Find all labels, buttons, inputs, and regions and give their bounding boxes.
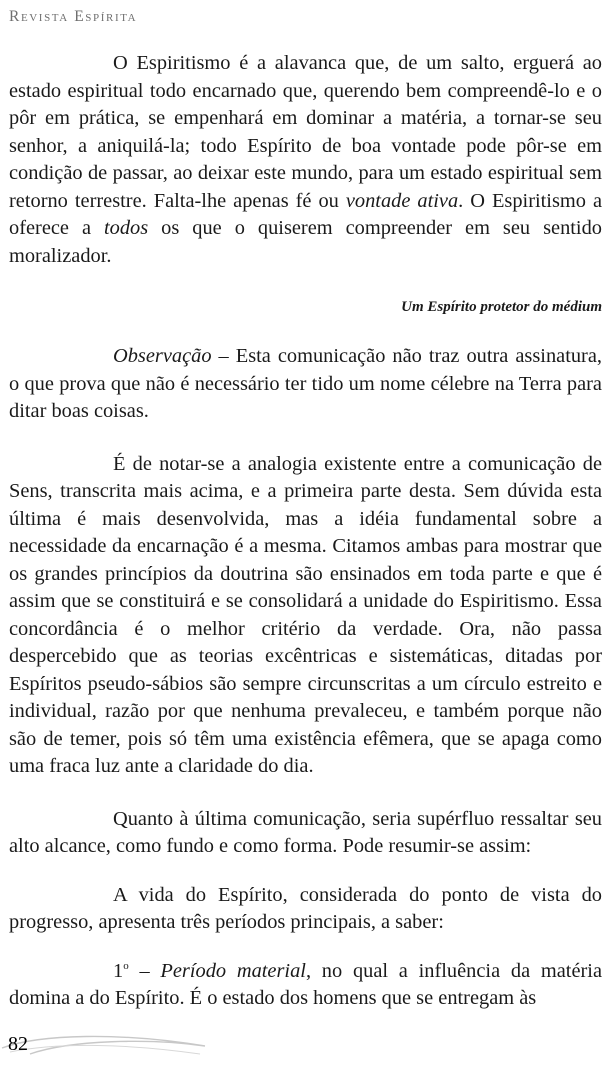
paragraph: É de notar-se a analogia existente entre a comunicação de Sens, transcrita mais acima, e a primeira parte desta. Sem dúvida esta última é mais desenvolvida, mas a idéia fundamental sobre a necessidade da encarnação é a mesma. Citamos ambas para mostrar que os grandes princípios da doutrina são ensinados em toda parte e que é assim que se constituirá e se consolidará a unidade do Espiritismo. Essa concordância é o melhor critério da verdade. Ora, não passa despercebido que as teorias excêntricas e sistemáticas, ditadas por Espíritos pseudo-sábios são sempre circunscritas a um círculo estreito e individual, razão por que nenhuma prevaleceu, e também porque não são de temer, pois só têm uma existência efêmera, que se apaga como uma fraca luz ante a claridade do dia. <box>9 452 602 777</box>
emphasis: vontade ativa <box>345 189 459 212</box>
paragraph: 1$^o$ – Período material, no qual a influência da matéria domina a do Espírito. É o estado dos homens que se entregam às <box>9 959 603 1009</box>
signature: Um Espírito protetor do médium <box>401 299 602 315</box>
emphasis: Observação <box>113 345 212 367</box>
running-header: Revista Espírita <box>9 8 138 25</box>
paragraph: O Espiritismo é a alavanca que, de um salto, erguerá ao estado espiritual todo encarnado que, querendo bem compreendê-lo e o pôr em prática, se empenhará em dominar a matéria, a tornar-se seu senhor, a aniquilá-la; todo Espírito de boa vontade pode pôr-se em condição de passar, ao deixar este mundo, para um estado espiritual sem retorno terrestre. Falta-lhe apenas fé ou vontade ativa. O Espiritismo a oferece a todos os que o quiserem compreender em seu sentido moralizador. <box>9 52 602 267</box>
decorative-swoosh-icon <box>0 1024 220 1066</box>
emphasis: todos <box>104 217 149 239</box>
paragraph: Quanto à última comunicação, seria supérfluo ressaltar seu alto alcance, como fundo e como forma. Pode resumir-se assim: <box>9 807 602 857</box>
page-number: 82 <box>8 1033 28 1055</box>
emphasis: Período material <box>160 959 306 982</box>
paragraph: Observação – Esta comunicação não traz outra assinatura, o que prova que não é necessário ter tido um nome célebre na Terra para ditar boas coisas. <box>9 345 602 422</box>
page-body <box>9 50 602 1013</box>
paragraph: A vida do Espírito, considerada do ponto de vista do progresso, apresenta três períodos principais, a saber: <box>9 883 602 933</box>
ordinal-mark: o <box>123 959 129 972</box>
